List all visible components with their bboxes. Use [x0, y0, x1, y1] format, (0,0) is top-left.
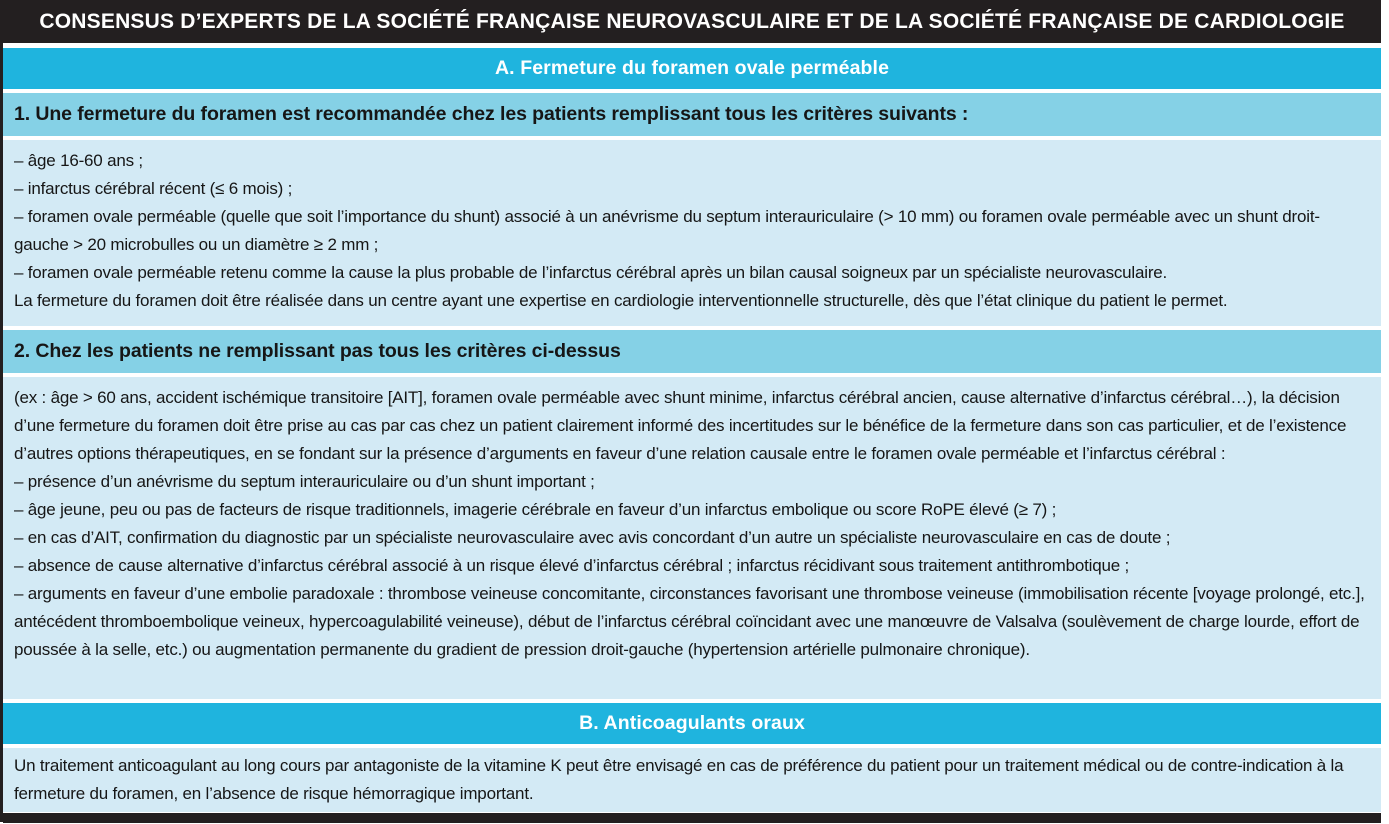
subsection-2-intro: (ex : âge > 60 ans, accident ischémique transitoire [AIT], foramen ovale perméable avec shunt minime, infarctus cérébral ancien, cause alternative d’infarctus cérébral…), la décision d’une fermeture du foramen doit être prise au cas par cas chez un patient clairement informé des incertitudes sur le bénéfice de la fermeture dans son cas particulier, et de l’existence d’autres options thérapeutiques, en se fondant sur la présence d’arguments en faveur d’une relation causale entre le foramen ovale perméable et l’infarctus cérébral : — [14, 388, 1347, 463]
subsection-1-body — [3, 140, 1381, 326]
section-b-body — [3, 748, 1381, 812]
subsection-2-header — [3, 330, 1381, 373]
subsection-2-body — [3, 377, 1381, 699]
criteria-item: – foramen ovale perméable retenu comme la cause la plus probable de l’infarctus cérébral après un bilan causal soigneux par un spécialiste neurovasculaire. — [14, 263, 1168, 282]
argument-item: – en cas d’AIT, confirmation du diagnostic par un spécialiste neurovasculaire avec avis concordant d’un autre un spécialiste neurovasculaire en cas de doute ; — [14, 528, 1171, 547]
table-title-bar — [3, 0, 1381, 43]
section-b-text: Un traitement anticoagulant au long cours par antagoniste de la vitamine K peut être envisagé en cas de préférence du patient pour un traitement médical ou de contre-indication à la fermeture du foramen, en l’absence de risque hémorragique important. — [14, 756, 1344, 803]
criteria-item: – âge 16-60 ans ; — [14, 151, 143, 170]
table-content — [3, 0, 1381, 823]
argument-item: – présence d’un anévrisme du septum interauriculaire ou d’un shunt important ; — [14, 472, 595, 491]
argument-item: – âge jeune, peu ou pas de facteurs de risque traditionnels, imagerie cérébrale en faveur d’un infarctus embolique ou score RoPE élevé (≥ 7) ; — [14, 500, 1057, 519]
subsection-2-heading: 2. Chez les patients ne remplissant pas tous les critères ci-dessus — [14, 340, 621, 362]
table-title: CONSENSUS D’EXPERTS DE LA SOCIÉTÉ FRANÇAISE NEUROVASCULAIRE ET DE LA SOCIÉTÉ FRANÇAISE DE CARDIOLOGIE — [39, 9, 1345, 33]
section-b-heading: B. Anticoagulants oraux — [579, 712, 805, 734]
argument-item: – absence de cause alternative d’infarctus cérébral associé à un risque élevé d’infarctus cérébral ; infarctus récidivant sous traitement antithrombotique ; — [14, 556, 1130, 575]
subsection-1-heading: 1. Une fermeture du foramen est recommandée chez les patients remplissant tous les critères suivants : — [14, 103, 969, 125]
section-b-header — [3, 703, 1381, 744]
criteria-item: – infarctus cérébral récent (≤ 6 mois) ; — [14, 179, 293, 198]
criteria-item: – foramen ovale perméable (quelle que soit l’importance du shunt) associé à un anévrisme du septum interauriculaire (> 10 mm) ou foramen ovale perméable avec un shunt droit-gauche > 20 microbulles ou un diamètre ≥ 2 mm ; — [14, 207, 1320, 254]
argument-item: – arguments en faveur d’une embolie paradoxale : thrombose veineuse concomitante, circonstances favorisant une thrombose veineuse (immobilisation récente [voyage prolongé, etc.], antécédent thromboembolique veineux, hypercoagulabilité veineuse), début de l’infarctus cérébral coïncidant avec une manœuvre de Valsalva (soulèvement de charge lourde, effort de poussée à la selle, etc.) ou augmentation permanente du gradient de pression droit-gauche (hypertension artérielle pulmonaire chronique). — [14, 584, 1365, 659]
table-bottom-border — [3, 813, 1381, 823]
section-a-header — [3, 48, 1381, 89]
closure-note: La fermeture du foramen doit être réalisée dans un centre ayant une expertise en cardiologie interventionnelle structurelle, dès que l’état clinique du patient le permet. — [14, 291, 1228, 310]
section-a-heading: A. Fermeture du foramen ovale perméable — [494, 57, 890, 79]
subsection-1-header — [3, 93, 1381, 136]
